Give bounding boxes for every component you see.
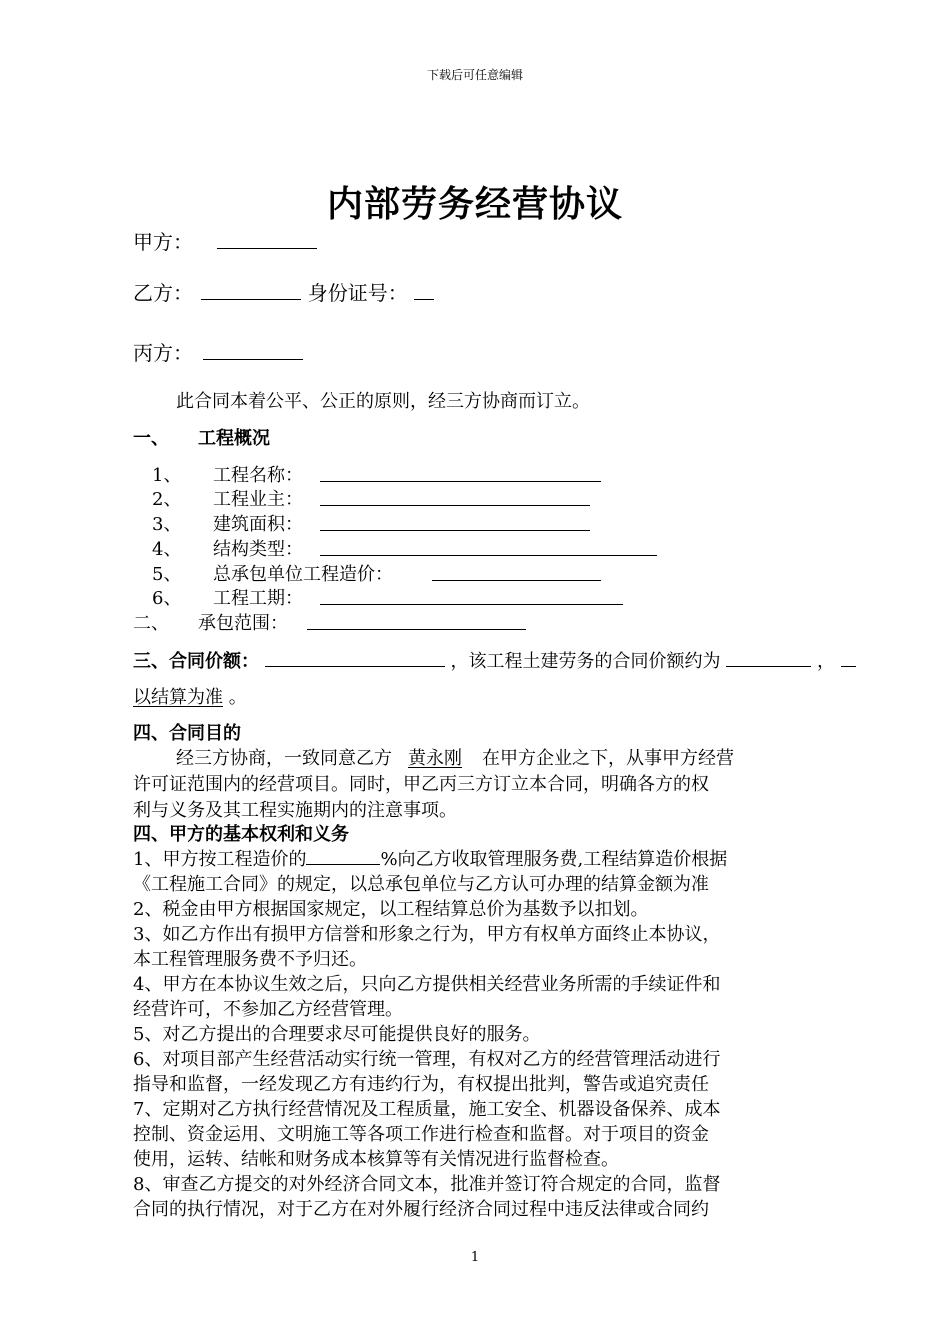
- section4-line3: 利与义务及其工程实施期内的注意事项。: [133, 800, 457, 821]
- section1-title: 工程概况: [198, 428, 270, 449]
- document-title: 内部劳务经营协议: [326, 183, 623, 225]
- party-c-blank[interactable]: [203, 341, 303, 360]
- obligation-line-10: 指导和监督，一经发现乙方有违约行为，有权提出批判，警告或追究责任: [133, 1074, 709, 1095]
- settlement-period: 。: [228, 687, 247, 708]
- obligation-line-15: 合同的执行情况，对于乙方在对外履行经济合同过程中违反法律或合同约: [133, 1199, 709, 1220]
- obligation-line-13: 使用，运转、结帐和财务成本核算等有关情况进行监督检查。: [133, 1149, 619, 1170]
- contract-price-blank[interactable]: [726, 648, 811, 667]
- page-header: 下载后可任意编辑: [426, 68, 523, 82]
- obligation-line-2: 《工程施工合同》的规定，以总承包单位与乙方认可办理的结算金额为准: [133, 874, 709, 895]
- section4-line1: [176, 744, 734, 770]
- party-a-row: [133, 226, 317, 255]
- section2-label: 承包范围：: [198, 613, 288, 634]
- section4-line1-b: 在甲方企业之下，从事甲方经营: [482, 748, 734, 769]
- obligation-line-5: 本工程管理服务费不予归还。: [133, 949, 367, 970]
- id-number-label: 身份证号：: [307, 281, 408, 305]
- obligation-line-12: 控制、资金运用、文明施工等各项工作进行检查和监督。对于项目的资金: [133, 1124, 709, 1145]
- party-b-name: 黄永刚: [408, 748, 462, 769]
- section1-number: 一、: [133, 428, 169, 449]
- section4-line1-a: 经三方协商，一致同意乙方: [176, 748, 392, 769]
- section3-row: [133, 647, 856, 673]
- party-b-blank[interactable]: [201, 281, 301, 300]
- item-1-label: 工程名称：: [213, 465, 303, 486]
- obligation-line-14: 8、审查乙方提交的对外经济合同文本，批准并签订符合规定的合同，监督: [133, 1174, 721, 1195]
- item-4-number: 4、: [152, 539, 182, 560]
- section3-end-blank: [841, 648, 856, 667]
- item-2-blank[interactable]: [320, 487, 590, 506]
- item-4-label: 结构类型：: [213, 539, 303, 560]
- fee-rate-blank[interactable]: [306, 846, 380, 865]
- obligation-line-1: [133, 845, 727, 871]
- item-1-blank[interactable]: [320, 463, 601, 482]
- party-c-label: 丙方：: [133, 341, 193, 365]
- obligation-line-8: 5、对乙方提出的合理要求尽可能提供良好的服务。: [133, 1024, 541, 1045]
- page-number: 1: [470, 1250, 480, 1265]
- party-b-row: [133, 277, 434, 306]
- item-3-number: 3、: [152, 514, 182, 535]
- item-2-number: 2、: [152, 489, 182, 510]
- section4-title: 四、合同目的: [133, 723, 241, 744]
- item-1-number: 1、: [152, 465, 182, 486]
- item-5-number: 5、: [152, 564, 182, 585]
- section2-blank[interactable]: [307, 611, 526, 630]
- party-b-label: 乙方：: [133, 281, 193, 305]
- item-4-blank[interactable]: [320, 537, 657, 556]
- section3-text: ，该工程土建劳务的合同价额约为: [450, 651, 721, 672]
- item-3-label: 建筑面积：: [213, 514, 303, 535]
- id-number-blank[interactable]: [414, 281, 434, 300]
- item-6-blank[interactable]: [320, 586, 623, 605]
- section3-note-row: [133, 683, 247, 709]
- party-c-row: [133, 337, 303, 366]
- obligation-line-4: 3、如乙方作出有损甲方信誉和形象之行为，甲方有权单方面终止本协议，: [133, 924, 721, 945]
- item-2-label: 工程业主：: [213, 489, 303, 510]
- item-3-blank[interactable]: [320, 512, 590, 531]
- contract-amount-blank[interactable]: [265, 648, 445, 667]
- section3-label: 三、合同价额：: [133, 651, 259, 672]
- intro-text: 此合同本着公平、公正的原则，经三方协商而订立。: [176, 391, 590, 412]
- section5-title: 四、甲方的基本权利和义务: [133, 824, 349, 845]
- obligation-1-a: 1、甲方按工程造价的: [133, 849, 307, 870]
- item-6-label: 工程工期：: [213, 588, 303, 609]
- settlement-note: 以结算为准: [133, 687, 223, 708]
- party-a-label: 甲方：: [133, 230, 193, 254]
- obligation-line-9: 6、对项目部产生经营活动实行统一管理，有权对乙方的经营管理活动进行: [133, 1049, 721, 1070]
- obligation-line-11: 7、定期对乙方执行经营情况及工程质量，施工安全、机器设备保养、成本: [133, 1099, 721, 1120]
- item-5-label: 总承包单位工程造价：: [213, 564, 393, 585]
- section2-number: 二、: [133, 613, 169, 634]
- obligation-line-3: 2、税金由甲方根据国家规定，以工程结算总价为基数予以扣划。: [133, 899, 649, 920]
- item-5-blank[interactable]: [432, 562, 601, 581]
- obligation-line-7: 经营许可，不参加乙方经营管理。: [133, 999, 403, 1020]
- section3-end: ，: [816, 651, 835, 672]
- party-a-blank[interactable]: [217, 230, 317, 249]
- obligation-line-6: 4、甲方在本协议生效之后，只向乙方提供相关经营业务所需的手续证件和: [133, 974, 721, 995]
- obligation-1-b: %向乙方收取管理服务费,工程结算造价根据: [380, 849, 728, 870]
- section4-line2: 许可证范围内的经营项目。同时，甲乙丙三方订立本合同，明确各方的权: [133, 774, 709, 795]
- item-6-number: 6、: [152, 588, 182, 609]
